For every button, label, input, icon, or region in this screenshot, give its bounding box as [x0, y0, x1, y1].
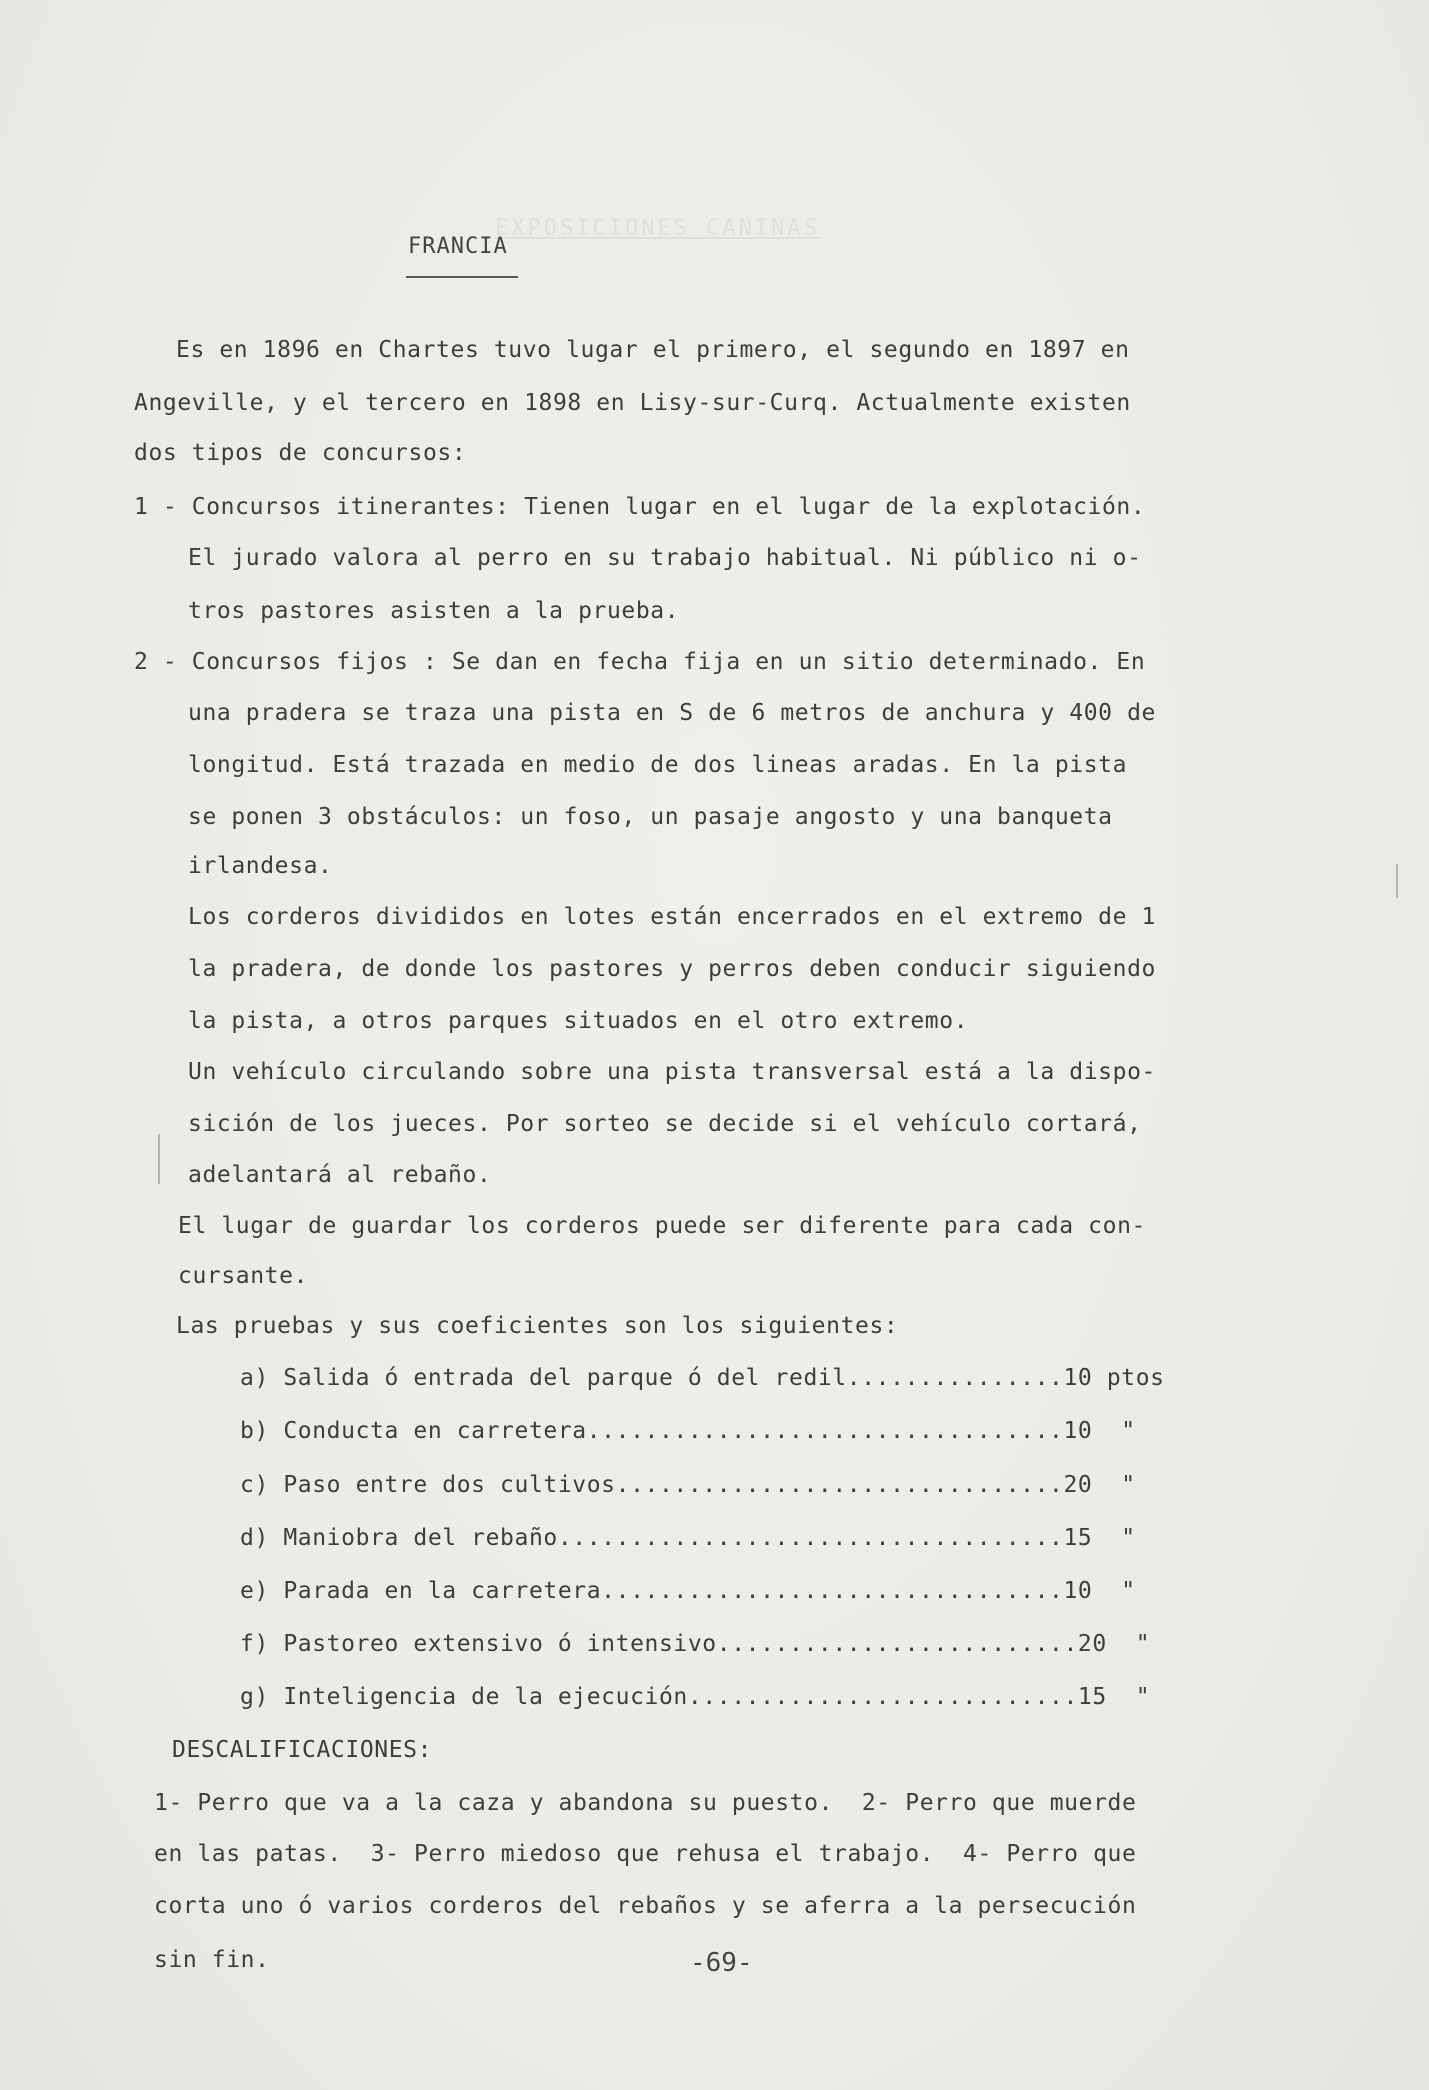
text-line: sin fin. — [154, 1947, 270, 1973]
text-line: adelantará al rebaño. — [188, 1162, 492, 1188]
text-line: corta uno ó varios corderos del rebaños y se aferra a la persecución — [154, 1893, 1137, 1919]
margin-mark — [1396, 864, 1398, 898]
text-line: se ponen 3 obstáculos: un foso, un pasaje angosto y una banqueta — [188, 804, 1113, 830]
text-line: El lugar de guardar los corderos puede ser diferente para cada con- — [178, 1213, 1146, 1239]
text-line: cursante. — [178, 1263, 309, 1289]
text-line: Los corderos divididos en lotes están encerrados en el extremo de 1 — [188, 904, 1156, 930]
text-line: sición de los jueces. Por sorteo se decide si el vehículo cortará, — [188, 1111, 1142, 1137]
section-heading: DESCALIFICACIONES: — [172, 1737, 433, 1763]
text-line: 1 - Concursos itinerantes: Tienen lugar en el lugar de la explotación. — [134, 494, 1146, 520]
text-line: tros pastores asisten a la prueba. — [188, 598, 680, 624]
text-line: irlandesa. — [188, 853, 333, 879]
scoring-item: c) Paso entre dos cultivos...............................20 " — [240, 1472, 1136, 1498]
page-number: -69- — [690, 1948, 753, 1978]
title-underline — [406, 276, 518, 278]
text-line: la pradera, de donde los pastores y perros deben conducir siguiendo — [188, 956, 1156, 982]
text-line: la pista, a otros parques situados en el otro extremo. — [188, 1008, 969, 1034]
bleed-through-heading: EXPOSICIONES CANINAS — [495, 216, 820, 241]
text-line: Un vehículo circulando sobre una pista transversal está a la dispo- — [188, 1059, 1156, 1085]
text-line: Las pruebas y sus coeficientes son los siguientes: — [176, 1313, 899, 1339]
scoring-item: a) Salida ó entrada del parque ó del redil...............10 ptos — [240, 1365, 1165, 1391]
scoring-item: f) Pastoreo extensivo ó intensivo.........................20 " — [240, 1631, 1151, 1657]
scoring-item: e) Parada en la carretera................................10 " — [240, 1578, 1136, 1604]
text-line: longitud. Está trazada en medio de dos lineas aradas. En la pista — [188, 752, 1128, 778]
text-line: una pradera se traza una pista en S de 6 metros de anchura y 400 de — [188, 700, 1156, 726]
text-line: Angeville, y el tercero en 1898 en Lisy-sur-Curq. Actualmente existen — [134, 390, 1131, 416]
margin-mark — [158, 1134, 160, 1184]
scoring-item: b) Conducta en carretera.................................10 " — [240, 1418, 1136, 1444]
text-line: 2 - Concursos fijos : Se dan en fecha fija en un sitio determinado. En — [134, 649, 1146, 675]
text-line: El jurado valora al perro en su trabajo habitual. Ni público ni o- — [188, 545, 1142, 571]
text-line: dos tipos de concursos: — [134, 440, 467, 466]
scoring-item: d) Maniobra del rebaño...................................15 " — [240, 1525, 1136, 1551]
scoring-item: g) Inteligencia de la ejecución...........................15 " — [240, 1684, 1151, 1710]
text-line: en las patas. 3- Perro miedoso que rehusa el trabajo. 4- Perro que — [154, 1841, 1137, 1867]
text-line: Es en 1896 en Chartes tuvo lugar el primero, el segundo en 1897 en — [176, 337, 1130, 363]
text-line: 1- Perro que va a la caza y abandona su puesto. 2- Perro que muerde — [154, 1790, 1137, 1816]
section-title: FRANCIA — [408, 234, 508, 259]
